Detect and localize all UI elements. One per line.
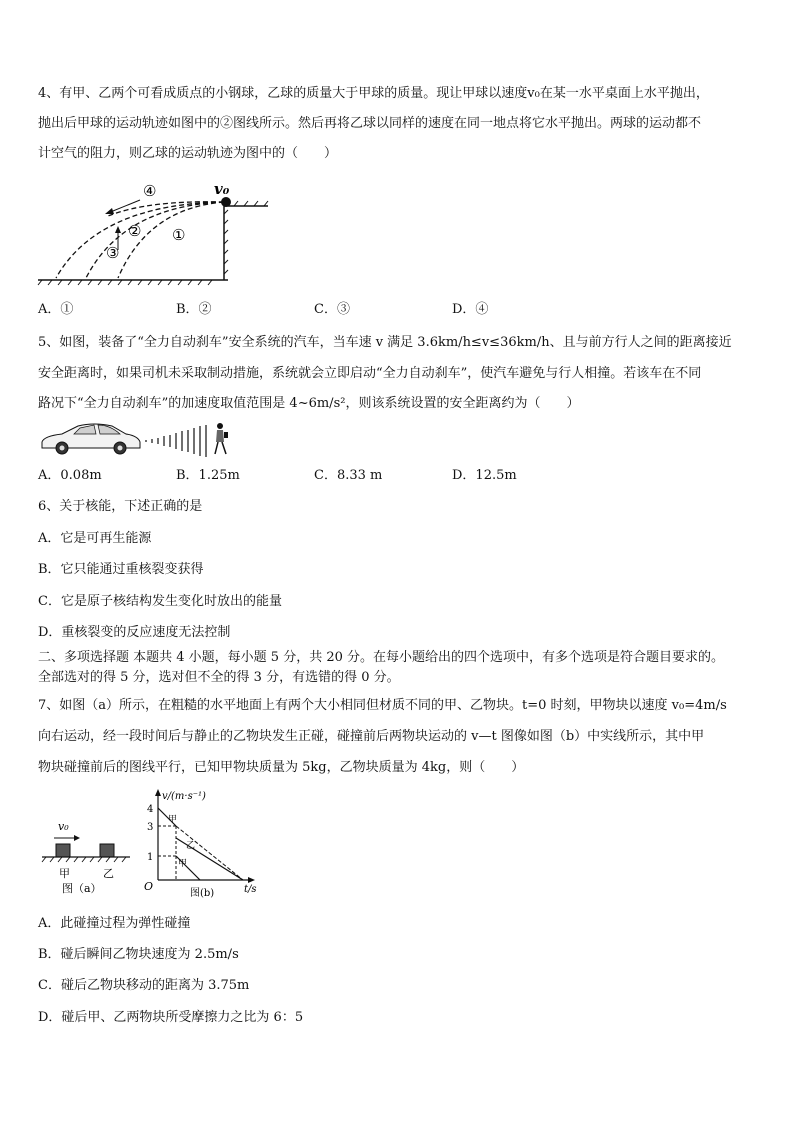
q7-option-c[interactable]: C．碰后乙物块移动的距离为 3.75m (38, 978, 250, 993)
fig-b-tick-3: 3 (147, 822, 154, 833)
q7-option-a[interactable]: A．此碰撞过程为弹性碰撞 (38, 916, 191, 931)
q5-car-pedestrian-figure (38, 420, 238, 460)
q4-stem-line-1: 4、有甲、乙两个可看成质点的小钢球，乙球的质量大于甲球的质量。现让甲球以速度v₀在某一水平桌面上水平抛出， (38, 86, 709, 101)
q4-stem-line-2: 抛出后甲球的运动轨迹如图中的②图线所示。然后再将乙球以同样的速度在同一地点将它水平抛出。两球的运动都不 (38, 116, 702, 131)
q4-option-c[interactable]: C．③ (314, 302, 350, 317)
q4-stem-line-3: 计空气的阻力，则乙球的运动轨迹为图中的（ ） (38, 146, 338, 161)
section2-heading-line-1: 二、多项选择题 本题共 4 小题，每小题 5 分，共 20 分。在每小题给出的四个选项中，有多个选项是符合题目要求的。 (38, 650, 725, 665)
q6-option-c[interactable]: C．它是原子核结构发生变化时放出的能量 (38, 594, 282, 609)
fig-b-yi-label: 乙 (186, 841, 196, 851)
q7-stem-line-2: 向右运动，经一段时间后与静止的乙物块发生正碰，碰撞前后两物块运动的 v—t 图像如图（b）中实线所示，其中甲 (38, 729, 705, 744)
q5-option-d[interactable]: D．12.5m (452, 468, 517, 483)
q7-option-d[interactable]: D．碰后甲、乙两物块所受摩擦力之比为 6：5 (38, 1010, 304, 1025)
fig-a-v0-label: v₀ (58, 820, 69, 833)
q5-stem-line-1: 5、如图，装备了“全力自动刹车”安全系统的汽车，当车速 v 满足 3.6km/h≤v≤36km/h、且与前方行人之间的距离接近 (38, 335, 732, 350)
fig-b-origin: O (144, 880, 154, 893)
section2-heading-line-2: 全部选对的得 5 分，选对但不全的得 3 分，有选错的得 0 分。 (38, 670, 400, 685)
q7-option-b[interactable]: B．碰后瞬间乙物块速度为 2.5m/s (38, 947, 239, 962)
q6-stem: 6、关于核能，下述正确的是 (38, 499, 203, 514)
q5-option-a[interactable]: A．0.08m (38, 468, 102, 483)
q4-option-d[interactable]: D．④ (452, 302, 489, 317)
q5-stem-line-3: 路况下“全力自动刹车”的加速度取值范围是 4~6m/s²，则该系统设置的安全距离约为（ ） (38, 396, 580, 411)
q7-stem-line-1: 7、如图（a）所示，在粗糙的水平地面上有两个大小相同但材质不同的甲、乙物块。t=0 时刻，甲物块以速度 v₀=4m/s (38, 698, 727, 713)
q4-option-a[interactable]: A．① (38, 302, 74, 317)
trajectory-1-label: ① (172, 226, 186, 244)
q6-option-b[interactable]: B．它只能通过重核裂变获得 (38, 562, 204, 577)
q4-trajectory-figure (38, 180, 278, 288)
trajectory-2-label: ② (128, 222, 142, 240)
q7-figure-b (140, 786, 264, 898)
fig-a-jia-label: 甲 (59, 867, 70, 880)
q7-stem-line-3: 物块碰撞前后的图线平行，已知甲物块质量为 5kg，乙物块质量为 4kg，则（ ） (38, 760, 525, 775)
q5-stem-line-2: 安全距离时，如果司机未采取制动措施，系统就会立即启动“全力自动刹车”，使汽车避免与行人相撞。若该车在不同 (38, 366, 702, 381)
fig-a-yi-label: 乙 (103, 867, 114, 880)
fig-b-tick-1: 1 (147, 852, 154, 863)
fig-b-caption: 图(b) (190, 888, 215, 899)
fig-b-xlabel: t/s (244, 884, 257, 895)
q5-option-b[interactable]: B．1.25m (176, 468, 240, 483)
q6-option-d[interactable]: D．重核裂变的反应速度无法控制 (38, 625, 231, 640)
fig-a-caption: 图（a） (62, 882, 102, 895)
fig-b-jia-top-label: 甲 (168, 815, 178, 825)
q5-option-c[interactable]: C．8.33 m (314, 468, 383, 483)
q6-option-a[interactable]: A．它是可再生能源 (38, 531, 152, 546)
fig-b-jia-bottom-label: 甲 (178, 859, 188, 869)
v0-label: v₀ (214, 180, 230, 198)
trajectory-4-label: ④ (143, 182, 157, 200)
q4-option-b[interactable]: B．② (176, 302, 212, 317)
trajectory-3-label: ③ (106, 244, 120, 262)
fig-b-tick-4: 4 (147, 804, 154, 815)
fig-b-ylabel: v/(m·s⁻¹) (162, 791, 206, 802)
q7-figure-a (40, 816, 132, 894)
